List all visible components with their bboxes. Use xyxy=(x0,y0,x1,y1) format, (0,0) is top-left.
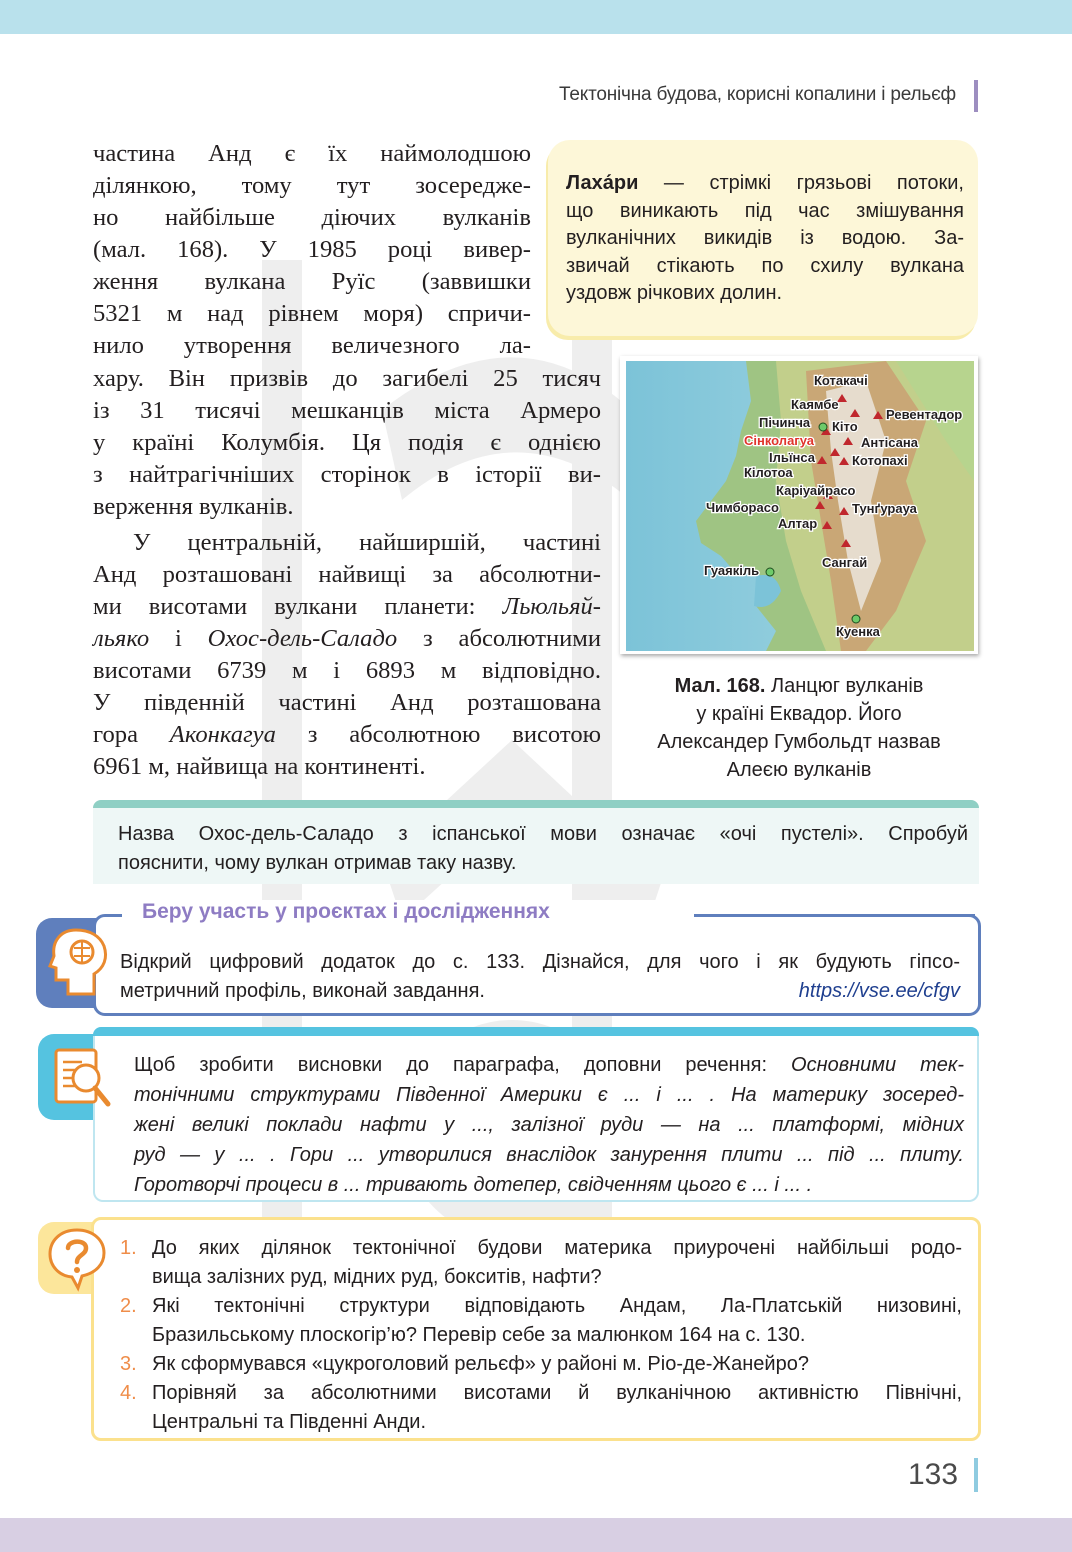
question-number: 3. xyxy=(120,1353,137,1375)
project-text xyxy=(120,948,960,1006)
question-bubble-icon xyxy=(44,1226,110,1292)
volcano-name: Охос-дель-Саладо xyxy=(207,625,398,652)
map-label: Антісана xyxy=(861,435,918,450)
map-label: Кілотоа xyxy=(744,465,793,480)
document-magnifier-icon xyxy=(50,1044,116,1114)
text-line: із 31 тисячі мешканців міста Армеро xyxy=(93,397,601,424)
question-line: Бразильському плоскогір’ю? Перевір себе за малюнком 164 на с. 130. xyxy=(152,1324,806,1346)
caption-line: Александер Гумбольдт назвав xyxy=(657,731,941,753)
text-run: метричний профіль, виконай завдання. xyxy=(120,980,485,1002)
project-title-rule xyxy=(698,914,975,917)
map-label: Алтар xyxy=(778,516,818,531)
project-title: Беру участь у проєктах і дослідженнях xyxy=(142,900,550,923)
info-line: пояснити, чому вулкан отримав таку назву. xyxy=(118,852,517,874)
map-label: Кіто xyxy=(832,419,858,434)
info-line: Назва Охос-дель-Саладо з іспанської мови означає «очі пустелі». Спробуй xyxy=(118,823,968,845)
map-label: Котопахі xyxy=(852,453,908,468)
page-number: 133 xyxy=(908,1458,959,1491)
bottom-color-band xyxy=(0,1518,1072,1552)
question-line: вища залізних руд, мідних руд, бокситів, нафти? xyxy=(152,1266,602,1288)
page-number-marker xyxy=(974,1458,978,1492)
conclusion-text xyxy=(134,1050,964,1200)
conclusion-line: Горотворчі процеси в ... тривають дотепер, свідченням цього є ... і ... . xyxy=(134,1174,813,1196)
volcano-name: Аконкагуа xyxy=(169,721,276,748)
question-line: Порівняй за абсолютними висотами й вулканічною активністю Північні, xyxy=(152,1382,962,1404)
definition-line: уздовж річкових долин. xyxy=(566,282,783,304)
caption-line xyxy=(620,672,978,700)
text-line: 5321 м над рівнем моря) спричи- xyxy=(93,300,531,327)
conclusion-line xyxy=(134,1050,964,1080)
definition-term: Лаха́ри xyxy=(566,172,639,194)
map-label: Котакачі xyxy=(814,373,868,388)
volcano-name: Льюльяй- xyxy=(502,593,601,620)
figure-label: Мал. 168. xyxy=(674,675,766,697)
text-run: Основними тек- xyxy=(791,1054,964,1076)
questions-list xyxy=(120,1234,962,1437)
text-run: з абсолютними xyxy=(397,625,601,652)
text-line: У центральній, найширшій, частині xyxy=(133,529,601,556)
header-marker xyxy=(974,80,978,112)
text-line xyxy=(93,623,601,655)
map-label: Сангай xyxy=(822,555,868,570)
conclusion-line: жені великі поклади нафти у ..., залізної руди — на ... платформі, мідних xyxy=(134,1114,964,1136)
figure-caption xyxy=(620,672,978,784)
text-run: з абсолютною висотою xyxy=(275,721,601,748)
text-line: хару. Він призвів до загибелі 25 тисяч xyxy=(93,365,601,392)
map-label: Пічинча xyxy=(759,415,811,430)
question-line: Центральні та Південні Анди. xyxy=(152,1411,427,1433)
question-number: 4. xyxy=(120,1382,137,1404)
question-item xyxy=(120,1234,962,1292)
map-label-highlight: Сінколагуа xyxy=(744,433,814,448)
text-line: висотами 6739 м і 6893 м відповідно. xyxy=(93,657,601,684)
text-run: Щоб зробити висновки до параграфа, доповни речення: xyxy=(134,1054,792,1076)
text-line: но найбільше діючих вулканів xyxy=(93,204,531,231)
text-line xyxy=(93,719,601,751)
text-line: 6961 м, найвища на континенті. xyxy=(93,753,426,780)
question-item xyxy=(120,1350,962,1379)
project-line: Відкрий цифровий додаток до с. 133. Дізнайся, для чого і як будують гіпсо- xyxy=(120,951,960,973)
project-line xyxy=(120,977,960,1006)
question-number: 1. xyxy=(120,1237,137,1259)
map-label: Каріуайрасо xyxy=(776,483,856,498)
info-text xyxy=(118,820,968,878)
question-number: 2. xyxy=(120,1295,137,1317)
text-line: верження вулканів. xyxy=(93,493,294,520)
text-run: і xyxy=(149,625,208,652)
map-label: Куенка xyxy=(836,624,880,639)
text-line: нило утворення величезного ла- xyxy=(93,332,531,359)
definition-text xyxy=(566,170,964,308)
ecuador-volcano-map xyxy=(626,361,974,651)
definition-line: звичай стікають по схилу вулкана xyxy=(566,254,964,277)
conclusion-line: руд — у ... . Гори ... утворилися внаслідок занурення плити ... під ... плиту. xyxy=(134,1144,964,1166)
running-title: Тектонічна будова, корисні копалини і рельєф xyxy=(559,84,956,105)
text-line: ділянкою, тому тут зосередже- xyxy=(93,172,531,199)
text-line: з найтрагічніших сторінок в історії ви- xyxy=(93,461,601,488)
text-run: гора xyxy=(93,721,170,748)
question-item xyxy=(120,1292,962,1350)
definition-line: вулканічних викидів із водою. За- xyxy=(566,227,964,249)
text-run: Ланцюг вулканів xyxy=(765,675,924,697)
head-research-icon xyxy=(46,924,112,998)
map-label: Гуаякіль xyxy=(704,563,760,578)
top-color-band xyxy=(0,0,1072,34)
map-label: Ільїнса xyxy=(769,450,815,465)
question-line: До яких ділянок тектонічної будови материка приурочені найбільші родо- xyxy=(152,1237,962,1259)
question-line: Як сформувався «цукроголовий рельєф» у районі м. Ріо-де-Жанейро? xyxy=(152,1353,809,1375)
text-line xyxy=(93,591,601,623)
map-label: Ревентадор xyxy=(886,407,963,422)
map-label: Тунґурауа xyxy=(852,501,917,516)
caption-line: Алеєю вулканів xyxy=(726,759,872,781)
text-line: У південній частині Анд розташована xyxy=(93,689,601,716)
map-label: Каямбе xyxy=(791,397,839,412)
text-run: — стрімкі грязьові потоки, xyxy=(638,172,964,194)
map-label: Чимборасо xyxy=(706,500,779,515)
question-item xyxy=(120,1379,962,1437)
text-line: частина Анд є їх наймолодшою xyxy=(93,140,531,167)
caption-line: у країні Еквадор. Його xyxy=(696,703,902,725)
definition-line: що виникають під час змішування xyxy=(566,199,964,222)
text-line: ження вулкана Руїс (заввишки xyxy=(93,268,531,295)
definition-line xyxy=(566,170,964,198)
text-line: у країні Колумбія. Ця подія є однією xyxy=(93,429,601,456)
text-run: ми висотами вулкани планети: xyxy=(93,593,503,620)
digital-supplement-link[interactable]: https://vse.ee/cfgv xyxy=(798,980,960,1002)
conclusion-line: тонічними структурами Південної Америки є ... і ... . На материку зосеред- xyxy=(134,1084,964,1106)
text-line: (мал. 168). У 1985 році вивер- xyxy=(93,236,531,263)
volcano-name: льяко xyxy=(93,625,150,652)
text-line: Анд розташовані найвищі за абсолютни- xyxy=(93,561,601,588)
question-line: Які тектонічні структури відповідають Андам, Ла-Платській низовині, xyxy=(152,1295,962,1317)
